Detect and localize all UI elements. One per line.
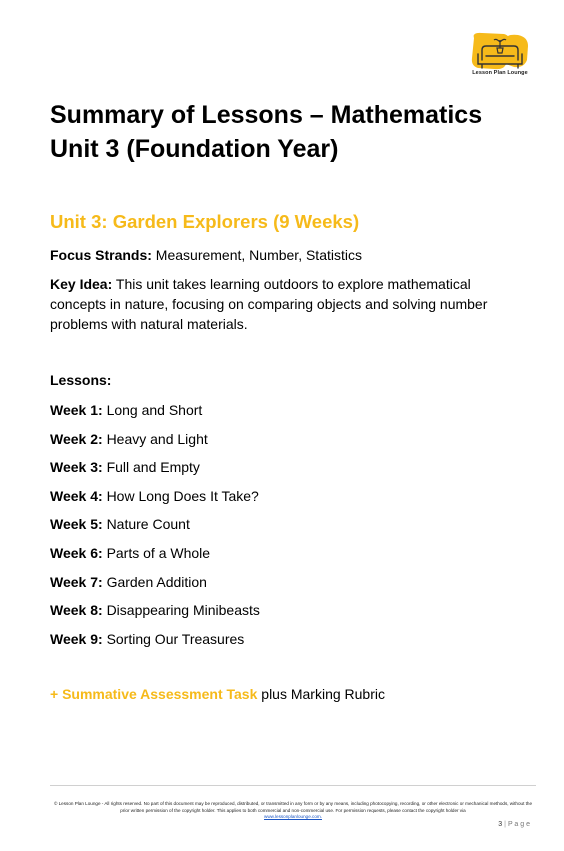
lesson-title: Heavy and Light [106, 430, 208, 447]
lesson-week: Week 4: [50, 487, 103, 504]
logo-blob-right [506, 35, 528, 67]
list-item [50, 401, 260, 430]
lesson-title: Garden Addition [106, 573, 207, 590]
lesson-week: Week 5: [50, 516, 103, 533]
focus-strands-value: Measurement, Number, Statistics [155, 247, 362, 263]
logo-text: Lesson Plan Lounge [472, 70, 528, 76]
lesson-week: Week 1: [50, 402, 103, 418]
lesson-plan-lounge-logo [468, 30, 532, 86]
lesson-title: Sorting Our Treasures [106, 630, 245, 647]
list-item [50, 630, 260, 659]
lesson-title: How Long Does It Take? [106, 487, 259, 504]
lesson-title: Long and Short [106, 402, 203, 418]
lesson-week: Week 9: [50, 630, 103, 647]
lesson-title: Nature Count [106, 516, 190, 533]
page-number-value: 3 [498, 821, 503, 828]
summative-assessment [50, 686, 385, 702]
website-link[interactable]: www.lessonplanlounge.com. [264, 814, 322, 819]
lesson-week: Week 7: [50, 573, 103, 590]
list-item [50, 487, 260, 516]
lesson-title: Disappearing Minibeasts [106, 602, 260, 619]
lesson-week: Week 2: [50, 430, 103, 447]
lesson-title: Full and Empty [106, 459, 200, 476]
summative-task-label: + Summative Assessment Task [50, 686, 258, 702]
page-title: Summary of Lessons – Mathematics Unit 3 (Foundation Year) [50, 101, 483, 163]
page-number [498, 821, 530, 828]
focus-strands [50, 245, 520, 265]
list-item [50, 601, 260, 630]
list-item [50, 515, 260, 544]
summative-rest: plus Marking Rubric [261, 686, 385, 702]
list-item [50, 430, 260, 459]
page-separator: | [504, 821, 506, 828]
list-item [50, 544, 260, 573]
list-item [50, 573, 260, 602]
lesson-week: Week 8: [50, 602, 103, 619]
key-idea-value: This unit takes learning outdoors to explore mathematical concepts in nature, focusing on comparing objects and solving number problems with natural materials. [50, 276, 488, 332]
lessons-label: Lessons: [50, 372, 112, 388]
list-item [50, 458, 260, 487]
key-idea [50, 274, 520, 334]
page-label: P a g e [507, 821, 530, 828]
footer-copyright [50, 801, 536, 821]
unit-heading: Unit 3: Garden Explorers (9 Weeks) [50, 211, 360, 232]
lesson-list [50, 401, 260, 658]
lesson-title: Parts of a Whole [106, 544, 211, 561]
copyright-text: © Lesson Plan Lounge - All rights reserved. No part of this document may be reproduced, distributed, or transmitted in any form or by any means, including photocopying, recording, or other electronic or mechanical methods, without the prior written permission of the copyright holder. This applies to both commercial and non-commercial use. For permission requests, please contact the copyright holder via [53, 801, 533, 813]
key-idea-label: Key Idea: [50, 276, 113, 292]
focus-strands-label: Focus Strands: [50, 247, 152, 263]
lesson-week: Week 6: [50, 544, 103, 561]
lesson-week: Week 3: [50, 459, 103, 476]
footer-divider [50, 785, 536, 786]
